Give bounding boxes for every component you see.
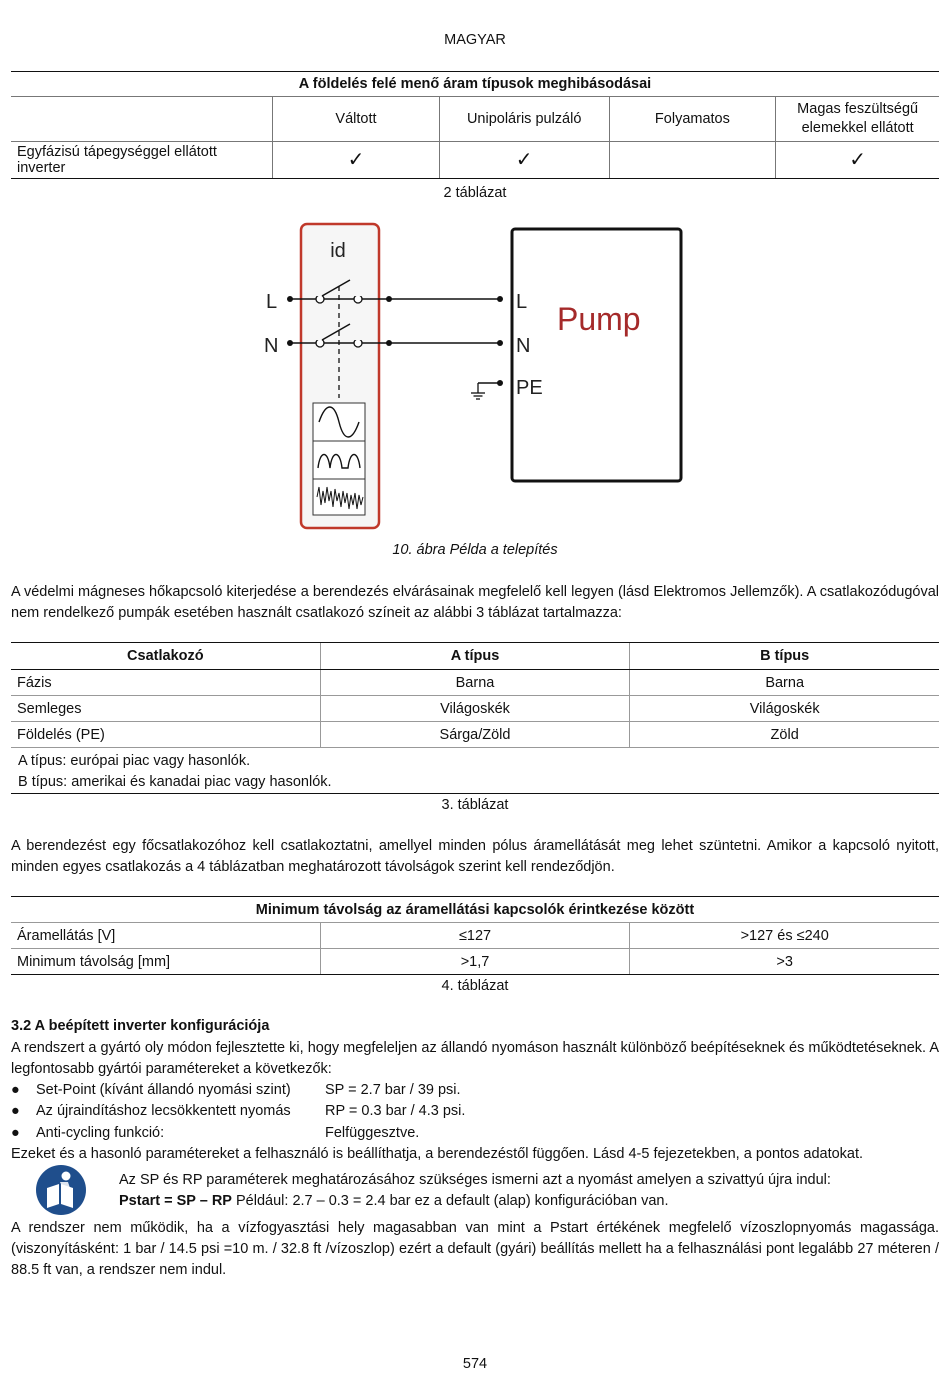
read-manual-icon (35, 1164, 87, 1216)
checkmark-icon: ✓ (515, 149, 533, 171)
junction-dot (497, 380, 503, 386)
table3-note: B típus: amerikai és kanadai piac vagy hasonlók. (18, 774, 332, 790)
contact-icon (354, 295, 362, 303)
pump-label: Pump (557, 301, 641, 337)
junction-dot (497, 340, 503, 346)
table3-header: A típus (320, 643, 630, 670)
terminal-dot (287, 296, 293, 302)
after-bullets-text: Ezeket és a hasonló paramétereket a felhasználó is beállíthatja, a berendezéstől függően. Lásd 4-5 fejezetekben, a pontos adatokat. (11, 1146, 864, 1162)
pump-n-label: N (516, 335, 531, 357)
pump-pe-label: PE (516, 377, 543, 399)
table4-cell: Minimum távolság [mm] (11, 949, 320, 975)
bullet-value: Felfüggesztve. (325, 1125, 420, 1141)
bullet-dot: ● (11, 1082, 20, 1098)
table3-cell: Zöld (630, 722, 939, 748)
table2-empty-cell (11, 97, 273, 142)
checkmark-icon: ✓ (849, 149, 866, 171)
paragraph-protection: A védelmi mágneses hőkapcsoló kiterjedése a berendezés elvárásainak megfelelő kell legyen (lásd Elektromos Jellemzők). A csatlakozódugóval nem rendelkező pumpák esetében használt csatlakozó színeit az alábbi 3 táblázat tartalmazza: (11, 584, 939, 621)
device-label: id (330, 240, 346, 262)
installation-wiring-diagram (250, 220, 700, 532)
manual-note-line1: Az SP és RP paraméterek meghatározásához szükséges ismerni azt a nyomást amelyen a szivattyú újra indul: (119, 1172, 831, 1188)
pump-l-label: L (516, 291, 528, 313)
bullet-key: Anti-cycling funkció: (36, 1125, 165, 1141)
read-manual-icon-book (47, 1184, 59, 1208)
min-distance-table (11, 896, 939, 975)
section-intro: A rendszert a gyártó oly módon fejlesztette ki, hogy megfeleljen az állandó nyomáson használt különböző beépítéseknek és működtetéseknek. A legfontosabb gyártói paramétereket a következők: (11, 1040, 939, 1077)
table3-caption: 3. táblázat (441, 797, 509, 813)
table2-col-header: Folyamatos (609, 97, 776, 142)
table4-title: Minimum távolság az áramellátási kapcsolók érintkezése között (11, 897, 939, 923)
table3-cell: Sárga/Zöld (320, 722, 630, 748)
table4-cell: >1,7 (320, 949, 630, 975)
page-number: 574 (462, 1356, 488, 1372)
junction-dot (386, 340, 392, 346)
pstart-example: Például: 2.7 – 0.3 = 2.4 bar ez a default (alap) konfigurációban van. (231, 1193, 669, 1209)
l-terminal-label: L (266, 291, 278, 313)
table3-cell: Világoskék (630, 696, 939, 722)
table2-caption: 2 táblázat (443, 185, 507, 201)
table3-header: Csatlakozó (11, 643, 320, 670)
pulsed-wave-icon (313, 441, 365, 479)
table4-cell: >3 (630, 949, 939, 975)
manual-note (119, 1170, 939, 1212)
pump-box (512, 229, 681, 481)
bullet-value: SP = 2.7 bar / 39 psi. (325, 1082, 461, 1098)
page-header-language: MAGYAR (444, 32, 506, 48)
connector-colors-table (11, 642, 939, 748)
table2-row-label: Egyfázisú tápegységgel ellátott inverter (11, 142, 273, 179)
bullet-dot: ● (11, 1125, 20, 1141)
high-frequency-wave-icon (313, 479, 365, 515)
final-paragraph: A rendszer nem működik, ha a vízfogyasztási hely magasabban van mint a Pstart értékének megfelelő vízoszlopnyomás magassága. (viszonyításként: 1 bar / 14.5 psi =10 m. / 32.8 ft /vízoszlop) ezért a default (gyári) beállítás mellett ha a felhasználási pont legalább 27 méteren / 88.5 ft van, a rendszer nem indul. (11, 1220, 939, 1278)
manual-note-line2 (119, 1191, 939, 1212)
table2-check-cell (439, 142, 609, 179)
table3-cell: Fázis (11, 670, 320, 696)
bullet-item (11, 1101, 611, 1122)
table3-header: B típus (630, 643, 939, 670)
checkmark-icon: ✓ (347, 149, 365, 171)
table2-check-cell (776, 142, 939, 179)
table2-col-header: Magas feszültségű elemekkel ellátott (776, 97, 939, 142)
terminal-dot (287, 340, 293, 346)
bullet-value: RP = 0.3 bar / 4.3 psi. (325, 1103, 466, 1119)
table2-check-cell (273, 142, 440, 179)
table2-col-header: Váltott (273, 97, 440, 142)
table3-cell: Barna (630, 670, 939, 696)
table3-note: A típus: európai piac vagy hasonlók. (18, 753, 251, 769)
table4-cell: >127 és ≤240 (630, 923, 939, 949)
bullet-item (11, 1123, 611, 1144)
junction-dot (497, 296, 503, 302)
table3-cell: Barna (320, 670, 630, 696)
table3-bottom-rule (11, 793, 939, 794)
table4-cell: Áramellátás [V] (11, 923, 320, 949)
table2-check-cell (609, 142, 776, 179)
table2-col-header: Unipoláris pulzáló (439, 97, 609, 142)
table2-title: A földelés felé menő áram típusok meghibásodásai (11, 72, 939, 97)
read-manual-icon-head (62, 1172, 71, 1181)
pstart-formula: Pstart = SP – RP (119, 1193, 232, 1209)
table3-notes (18, 751, 332, 793)
table3-cell: Világoskék (320, 696, 630, 722)
figure10-caption: 10. ábra Példa a telepítés (392, 542, 558, 558)
bullet-key: Set-Point (kívánt állandó nyomási szint) (36, 1082, 291, 1098)
table3-cell: Földelés (PE) (11, 722, 320, 748)
table3-cell: Semleges (11, 696, 320, 722)
bullet-key: Az újraindításhoz lecsökkentett nyomás (36, 1103, 291, 1119)
bullet-item (11, 1080, 611, 1101)
table4-cell: ≤127 (320, 923, 630, 949)
n-terminal-label: N (264, 335, 279, 357)
fault-current-types-table (11, 71, 939, 179)
table4-caption: 4. táblázat (441, 978, 509, 994)
paragraph-main-switch: A berendezést egy főcsatlakozóhoz kell csatlakoztatni, amellyel minden pólus áramellátását meg lehet szüntetni. Amikor a kapcsoló nyitott, minden egyes csatlakozás a 4 táblázatban meghatározott távolságok szerint kell rendeződjön. (11, 838, 939, 875)
contact-icon (354, 339, 362, 347)
section-heading: 3.2 A beépített inverter konfigurációja (11, 1018, 270, 1034)
bullet-dot: ● (11, 1103, 20, 1119)
junction-dot (386, 296, 392, 302)
